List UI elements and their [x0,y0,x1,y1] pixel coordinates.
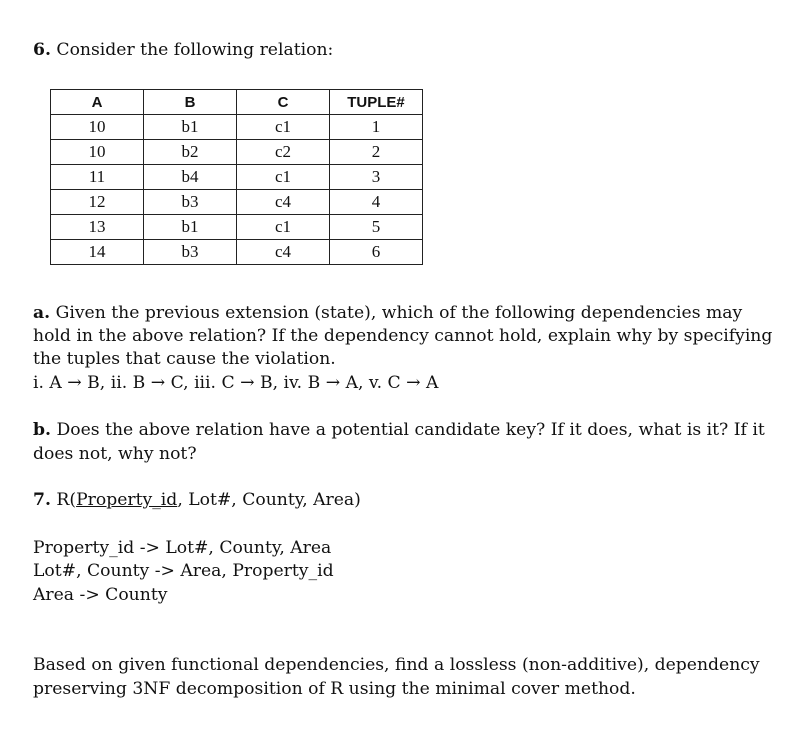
q6-intro: Consider the following relation: [56,40,334,60]
cell: c1 [237,165,330,190]
table-row [51,215,423,240]
table-row [51,190,423,215]
table-row [51,115,423,140]
relation-table [50,89,423,265]
q7-fd-3: Area -> County [33,585,168,605]
cell: c4 [237,190,330,215]
q6a-line-1 [33,302,742,326]
table-row [51,240,423,265]
q6-number: 6. [33,40,51,60]
col-header-b: B [144,90,237,115]
cell: b3 [144,190,237,215]
cell: c1 [237,215,330,240]
cell: b1 [144,215,237,240]
table-row [51,140,423,165]
col-header-c: C [237,90,330,115]
q7-schema-rest: , Lot#, County, Area) [177,490,361,510]
cell: c1 [237,115,330,140]
q6a-line-3: the tuples that cause the violation. [33,349,336,369]
cell: b2 [144,140,237,165]
q7-schema-key: Property_id [76,490,178,510]
q6b-text-1: Does the above relation have a potential candidate key? If it does, what is it? If it [56,420,765,440]
q7-heading [33,489,361,513]
cell: 3 [330,165,423,190]
cell: 11 [51,165,144,190]
cell: b1 [144,115,237,140]
cell: b4 [144,165,237,190]
q6a-label: a. [33,303,51,323]
cell: 13 [51,215,144,240]
cell: 10 [51,115,144,140]
q6b-label: b. [33,420,52,440]
col-header-tuple: TUPLE# [330,90,423,115]
cell: 12 [51,190,144,215]
q7-task-line-2: preserving 3NF decomposition of R using the minimal cover method. [33,679,636,699]
q7-task-line-1: Based on given functional dependencies, find a lossless (non-additive), dependency [33,655,760,675]
cell: 5 [330,215,423,240]
cell: 6 [330,240,423,265]
q7-schema-prefix: R( [56,490,77,510]
q6-heading [33,39,333,63]
cell: c2 [237,140,330,165]
cell: 2 [330,140,423,165]
col-header-a: A [51,90,144,115]
cell: 10 [51,140,144,165]
q6a-text-1: Given the previous extension (state), which of the following dependencies may [55,303,743,323]
q6a-dependencies: i. A → B, ii. B → C, iii. C → B, iv. B → A, v. C → A [33,373,439,393]
cell: 4 [330,190,423,215]
q6a-line-2: hold in the above relation? If the dependency cannot hold, explain why by specifying [33,326,773,346]
cell: 14 [51,240,144,265]
q6b-line-1 [33,419,765,443]
table-header-row [51,90,423,115]
q7-fd-1: Property_id -> Lot#, County, Area [33,538,332,558]
q7-number: 7. [33,490,51,510]
cell: 1 [330,115,423,140]
cell: c4 [237,240,330,265]
cell: b3 [144,240,237,265]
q6b-line-2: does not, why not? [33,444,197,464]
table-row [51,165,423,190]
q7-fd-2: Lot#, County -> Area, Property_id [33,561,334,581]
